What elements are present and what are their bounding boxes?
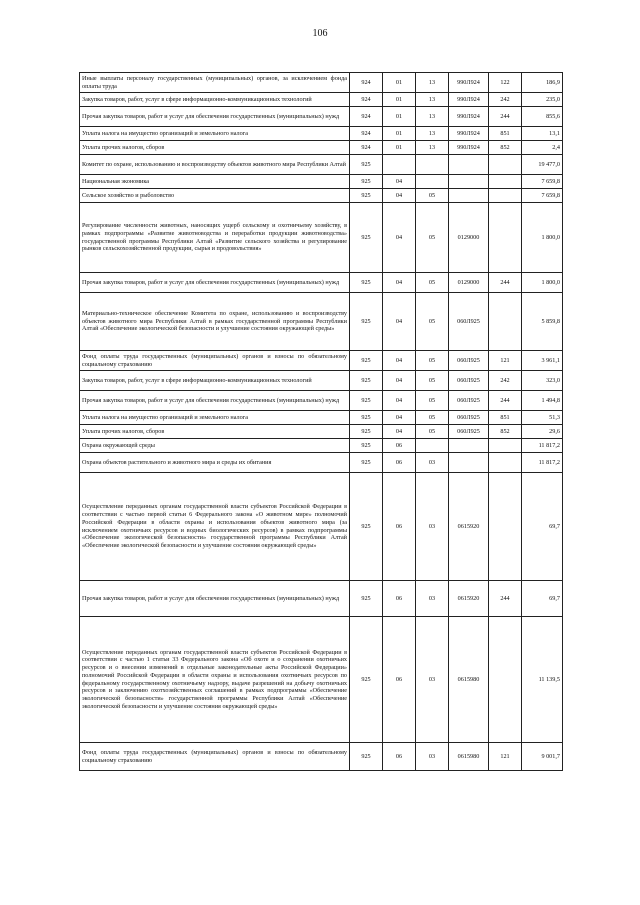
row-section-cell: 06 [383, 743, 416, 771]
row-subsection-cell: 03 [416, 453, 449, 473]
row-subsection-cell: 03 [416, 581, 449, 617]
row-target-article-cell: 990Л924 [449, 127, 489, 141]
row-name-cell: Национальная экономика [80, 175, 350, 189]
row-section-cell: 04 [383, 391, 416, 411]
row-subsection-cell: 13 [416, 107, 449, 127]
row-target-article-cell: 060Л925 [449, 293, 489, 351]
row-name-cell: Регулирование численности животных, наносящих ущерб сельскому и охотничьему хозяйству, в рамках подпрограммы «Развитие животноводства и переработки продукции животноводства» государственной программы Республики Алтай «Развитие сельского хозяйства и регулирование рынков сельскохозяйственной продукции, сырья и продовольствия» [80, 203, 350, 273]
row-subsection-cell [416, 439, 449, 453]
row-expense-type-cell [489, 175, 522, 189]
row-target-article-cell: 060Л925 [449, 425, 489, 439]
row-expense-type-cell: 244 [489, 391, 522, 411]
row-section-cell: 06 [383, 581, 416, 617]
row-target-article-cell: 060Л925 [449, 351, 489, 371]
row-ved-cell: 925 [350, 273, 383, 293]
table-row [80, 107, 563, 127]
row-ved-cell: 925 [350, 425, 383, 439]
row-expense-type-cell: 242 [489, 371, 522, 391]
row-expense-type-cell: 852 [489, 425, 522, 439]
row-name-cell: Охрана объектов растительного и животного мира и среды их обитания [80, 453, 350, 473]
row-subsection-cell: 05 [416, 203, 449, 273]
row-ved-cell: 925 [350, 155, 383, 175]
row-amount-cell: 855,6 [522, 107, 563, 127]
row-name-cell: Материально-техническое обеспечение Комитета по охране, использованию и воспроизводству объектов животного мира Республики Алтай в рамках государственной программы Республики Алтай «Обеспечение экологической безопасности и улучшение состояния окружающей среды» [80, 293, 350, 351]
row-target-article-cell [449, 175, 489, 189]
row-amount-cell: 1 800,0 [522, 273, 563, 293]
row-ved-cell: 925 [350, 617, 383, 743]
row-subsection-cell: 05 [416, 411, 449, 425]
row-name-cell: Прочая закупка товаров, работ и услуг для обеспечения государственных (муниципальных) нужд [80, 107, 350, 127]
row-subsection-cell: 03 [416, 473, 449, 581]
row-amount-cell: 11 817,2 [522, 439, 563, 453]
row-amount-cell: 1 494,8 [522, 391, 563, 411]
table-row [80, 453, 563, 473]
row-amount-cell: 51,3 [522, 411, 563, 425]
table-row [80, 293, 563, 351]
row-section-cell: 01 [383, 73, 416, 93]
table-row [80, 203, 563, 273]
row-name-cell: Фонд оплаты труда государственных (муниципальных) органов и взносы по обязательному социальному страхованию [80, 351, 350, 371]
row-name-cell: Осуществление переданных органам государственной власти субъектов Российской Федерации в соответствии с частью 1 статьи 33 Федерального закона «Об охоте и о сохранении охотничьих ресурсов и о внесении изменений в отдельные законодательные акты Российской Федерации» полномочий Российской Федерации в области охраны и использования охотничьих ресурсов по федеральному государственному охотничьему надзору, выдаче разрешений на добычу охотничьих ресурсов и заключению охотхозяйственных соглашений в рамках подпрограммы «Обеспечение экологической безопасности» государственной программы Республики Алтай «Обеспечение экологической безопасности и улучшение состояния окружающей среды» [80, 617, 350, 743]
row-subsection-cell: 13 [416, 127, 449, 141]
row-ved-cell: 925 [350, 411, 383, 425]
row-ved-cell: 924 [350, 141, 383, 155]
row-section-cell: 01 [383, 93, 416, 107]
table-row [80, 141, 563, 155]
row-target-article-cell: 0615980 [449, 743, 489, 771]
row-section-cell: 04 [383, 293, 416, 351]
table-row [80, 371, 563, 391]
row-name-cell: Уплата прочих налогов, сборов [80, 425, 350, 439]
row-amount-cell: 69,7 [522, 581, 563, 617]
row-section-cell: 06 [383, 473, 416, 581]
row-ved-cell: 925 [350, 391, 383, 411]
row-expense-type-cell: 244 [489, 107, 522, 127]
row-subsection-cell: 05 [416, 351, 449, 371]
table-row [80, 411, 563, 425]
row-ved-cell: 924 [350, 127, 383, 141]
row-amount-cell: 2,4 [522, 141, 563, 155]
row-expense-type-cell: 122 [489, 73, 522, 93]
row-ved-cell: 924 [350, 93, 383, 107]
row-expense-type-cell [489, 189, 522, 203]
table-row [80, 351, 563, 371]
row-subsection-cell: 05 [416, 189, 449, 203]
row-amount-cell: 5 859,8 [522, 293, 563, 351]
row-ved-cell: 925 [350, 351, 383, 371]
row-target-article-cell [449, 189, 489, 203]
row-amount-cell: 69,7 [522, 473, 563, 581]
row-ved-cell: 924 [350, 107, 383, 127]
row-section-cell: 04 [383, 351, 416, 371]
row-target-article-cell: 0615980 [449, 617, 489, 743]
row-ved-cell: 925 [350, 473, 383, 581]
row-amount-cell: 235,0 [522, 93, 563, 107]
row-name-cell: Комитет по охране, использованию и воспроизводству объектов животного мира Республики Алтай [80, 155, 350, 175]
table-row [80, 189, 563, 203]
row-name-cell: Прочая закупка товаров, работ и услуг для обеспечения государственных (муниципальных) нужд [80, 581, 350, 617]
row-target-article-cell [449, 439, 489, 453]
row-section-cell: 04 [383, 273, 416, 293]
row-expense-type-cell: 851 [489, 127, 522, 141]
row-expense-type-cell: 852 [489, 141, 522, 155]
row-subsection-cell: 05 [416, 391, 449, 411]
table-row [80, 273, 563, 293]
row-subsection-cell: 05 [416, 273, 449, 293]
row-ved-cell: 925 [350, 175, 383, 189]
row-section-cell: 04 [383, 371, 416, 391]
row-expense-type-cell: 242 [489, 93, 522, 107]
table-row [80, 391, 563, 411]
row-name-cell: Уплата налога на имущество организаций и земельного налога [80, 127, 350, 141]
table-row [80, 175, 563, 189]
row-section-cell [383, 155, 416, 175]
row-subsection-cell [416, 155, 449, 175]
row-name-cell: Закупка товаров, работ, услуг в сфере информационно-коммуникационных технологий [80, 371, 350, 391]
row-amount-cell: 11 139,5 [522, 617, 563, 743]
row-expense-type-cell [489, 473, 522, 581]
page-number: 106 [312, 28, 328, 39]
row-name-cell: Иные выплаты персоналу государственных (муниципальных) органов, за исключением фонда оплаты труда [80, 73, 350, 93]
row-amount-cell: 186,9 [522, 73, 563, 93]
row-expense-type-cell [489, 453, 522, 473]
table-row [80, 617, 563, 743]
row-target-article-cell: 0129000 [449, 273, 489, 293]
row-amount-cell: 9 001,7 [522, 743, 563, 771]
row-name-cell: Уплата налога на имущество организаций и земельного налога [80, 411, 350, 425]
row-section-cell: 06 [383, 453, 416, 473]
row-target-article-cell: 0615920 [449, 473, 489, 581]
row-name-cell: Осуществление переданных органам государственной власти субъектов Российской Федерации в соответствии с частью первой статьи 6 Федерального закона «О животном мире» полномочий Российской Федерации в области охраны и использования объектов животного мира (за исключением охотничьих ресурсов и водных биологических ресурсов) в рамках подпрограммы «Обеспечение экологической безопасности» государственной программы Республики Алтай «Обеспечение экологической безопасности и улучшение состояния окружающей среды» [80, 473, 350, 581]
row-ved-cell: 925 [350, 439, 383, 453]
row-subsection-cell: 13 [416, 141, 449, 155]
row-subsection-cell [416, 175, 449, 189]
row-subsection-cell: 05 [416, 371, 449, 391]
row-name-cell: Сельское хозяйство и рыболовство [80, 189, 350, 203]
row-expense-type-cell [489, 439, 522, 453]
row-ved-cell: 925 [350, 371, 383, 391]
row-name-cell: Прочая закупка товаров, работ и услуг для обеспечения государственных (муниципальных) нужд [80, 391, 350, 411]
row-amount-cell: 7 659,8 [522, 189, 563, 203]
row-name-cell: Прочая закупка товаров, работ и услуг для обеспечения государственных (муниципальных) нужд [80, 273, 350, 293]
row-section-cell: 06 [383, 617, 416, 743]
row-amount-cell: 323,0 [522, 371, 563, 391]
row-ved-cell: 925 [350, 189, 383, 203]
row-expense-type-cell [489, 293, 522, 351]
row-ved-cell: 925 [350, 203, 383, 273]
row-section-cell: 01 [383, 127, 416, 141]
budget-table-body [80, 73, 563, 771]
table-row [80, 73, 563, 93]
row-expense-type-cell: 121 [489, 351, 522, 371]
row-subsection-cell: 13 [416, 93, 449, 107]
row-amount-cell: 29,6 [522, 425, 563, 439]
row-ved-cell: 925 [350, 743, 383, 771]
row-section-cell: 04 [383, 175, 416, 189]
row-section-cell: 04 [383, 411, 416, 425]
table-row [80, 473, 563, 581]
row-target-article-cell: 990Л924 [449, 73, 489, 93]
row-target-article-cell: 0129000 [449, 203, 489, 273]
row-expense-type-cell [489, 203, 522, 273]
row-ved-cell: 925 [350, 453, 383, 473]
row-amount-cell: 3 961,1 [522, 351, 563, 371]
row-section-cell: 06 [383, 439, 416, 453]
row-expense-type-cell [489, 155, 522, 175]
row-target-article-cell: 060Л925 [449, 411, 489, 425]
row-target-article-cell: 990Л924 [449, 141, 489, 155]
row-expense-type-cell: 244 [489, 581, 522, 617]
row-subsection-cell: 05 [416, 425, 449, 439]
row-section-cell: 01 [383, 141, 416, 155]
row-target-article-cell: 990Л924 [449, 107, 489, 127]
table-row [80, 581, 563, 617]
row-section-cell: 04 [383, 425, 416, 439]
row-expense-type-cell: 851 [489, 411, 522, 425]
row-amount-cell: 7 659,8 [522, 175, 563, 189]
row-target-article-cell [449, 453, 489, 473]
row-amount-cell: 1 800,0 [522, 203, 563, 273]
table-row [80, 155, 563, 175]
row-amount-cell: 19 477,0 [522, 155, 563, 175]
row-subsection-cell: 05 [416, 293, 449, 351]
row-section-cell: 04 [383, 203, 416, 273]
row-section-cell: 01 [383, 107, 416, 127]
row-name-cell: Закупка товаров, работ, услуг в сфере информационно-коммуникационных технологий [80, 93, 350, 107]
table-row [80, 425, 563, 439]
table-row [80, 743, 563, 771]
row-expense-type-cell: 244 [489, 273, 522, 293]
row-target-article-cell: 060Л925 [449, 391, 489, 411]
table-row [80, 439, 563, 453]
row-target-article-cell: 990Л924 [449, 93, 489, 107]
row-name-cell: Уплата прочих налогов, сборов [80, 141, 350, 155]
row-target-article-cell: 0615920 [449, 581, 489, 617]
table-row [80, 127, 563, 141]
row-ved-cell: 925 [350, 581, 383, 617]
row-expense-type-cell: 121 [489, 743, 522, 771]
row-section-cell: 04 [383, 189, 416, 203]
row-name-cell: Фонд оплаты труда государственных (муниципальных) органов и взносы по обязательному социальному страхованию [80, 743, 350, 771]
row-subsection-cell: 03 [416, 743, 449, 771]
row-amount-cell: 13,1 [522, 127, 563, 141]
row-target-article-cell [449, 155, 489, 175]
budget-table [79, 72, 563, 771]
row-ved-cell: 925 [350, 293, 383, 351]
row-ved-cell: 924 [350, 73, 383, 93]
row-name-cell: Охрана окружающей среды [80, 439, 350, 453]
row-subsection-cell: 13 [416, 73, 449, 93]
row-expense-type-cell [489, 617, 522, 743]
row-amount-cell: 11 817,2 [522, 453, 563, 473]
row-target-article-cell: 060Л925 [449, 371, 489, 391]
table-row [80, 93, 563, 107]
row-subsection-cell: 03 [416, 617, 449, 743]
